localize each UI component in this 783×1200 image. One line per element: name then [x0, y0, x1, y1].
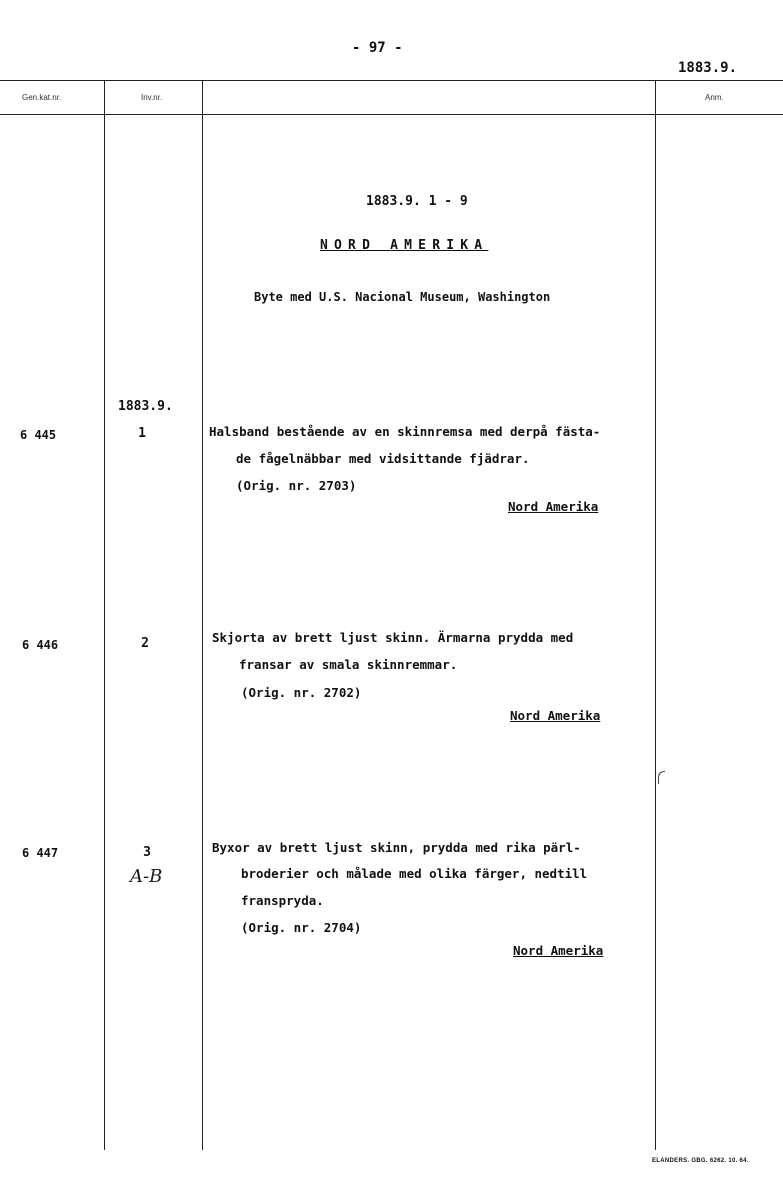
column-header-remarks: Anm.: [705, 93, 724, 102]
printer-imprint: ELANDERS. GBG. 6262. 10. 64.: [652, 1158, 749, 1164]
entry-description-line: (Orig. nr. 2703): [236, 478, 357, 493]
page-code: 1883.9.: [678, 60, 738, 76]
region-heading: NORD AMERIKA: [320, 238, 489, 253]
column-divider-inventory: [202, 80, 203, 1150]
entry-description-line: broderier och målade med olika färger, nedtill: [241, 866, 588, 881]
group-title: 1883.9. 1 - 9: [366, 194, 468, 209]
entry-place: Nord Amerika: [508, 499, 599, 514]
entry-place: Nord Amerika: [513, 943, 604, 958]
entry-place: Nord Amerika: [510, 708, 601, 723]
inventory-number: 2: [141, 636, 149, 651]
entry-description-line: Skjorta av brett ljust skinn. Ärmarna prydda med: [212, 630, 574, 645]
entry-description-line: (Orig. nr. 2702): [241, 685, 362, 700]
inventory-prefix: 1883.9.: [118, 399, 173, 414]
column-header-inventory: Inv.nr.: [141, 93, 163, 102]
acquisition-source: Byte med U.S. Nacional Museum, Washington: [254, 290, 551, 304]
catalog-number: 6 447: [22, 846, 59, 860]
entry-description-line: franspryda.: [241, 893, 324, 908]
catalog-number: 6 445: [20, 428, 57, 442]
inventory-number: 1: [138, 426, 146, 441]
header-bottom-rule: [0, 114, 783, 115]
column-divider-catalog: [104, 80, 105, 1150]
page-number: - 97 -: [352, 40, 403, 56]
entry-description-line: (Orig. nr. 2704): [241, 920, 362, 935]
column-header-catalog: Gen.kat.nr.: [22, 93, 62, 102]
entry-description-line: Byxor av brett ljust skinn, prydda med rika pärl-: [212, 840, 581, 855]
column-divider-remarks: [655, 80, 656, 1150]
entry-description-line: de fågelnäbbar med vidsittande fjädrar.: [236, 451, 530, 466]
catalog-number: 6 446: [22, 638, 59, 652]
entry-description-line: Halsband bestående av en skinnremsa med derpå fästa-: [209, 424, 601, 439]
margin-mark: [658, 771, 665, 784]
handwritten-inventory-note: A-B: [130, 866, 163, 887]
header-top-rule: [0, 80, 783, 81]
entry-description-line: fransar av smala skinnremmar.: [239, 657, 458, 672]
inventory-number: 3: [143, 845, 151, 860]
